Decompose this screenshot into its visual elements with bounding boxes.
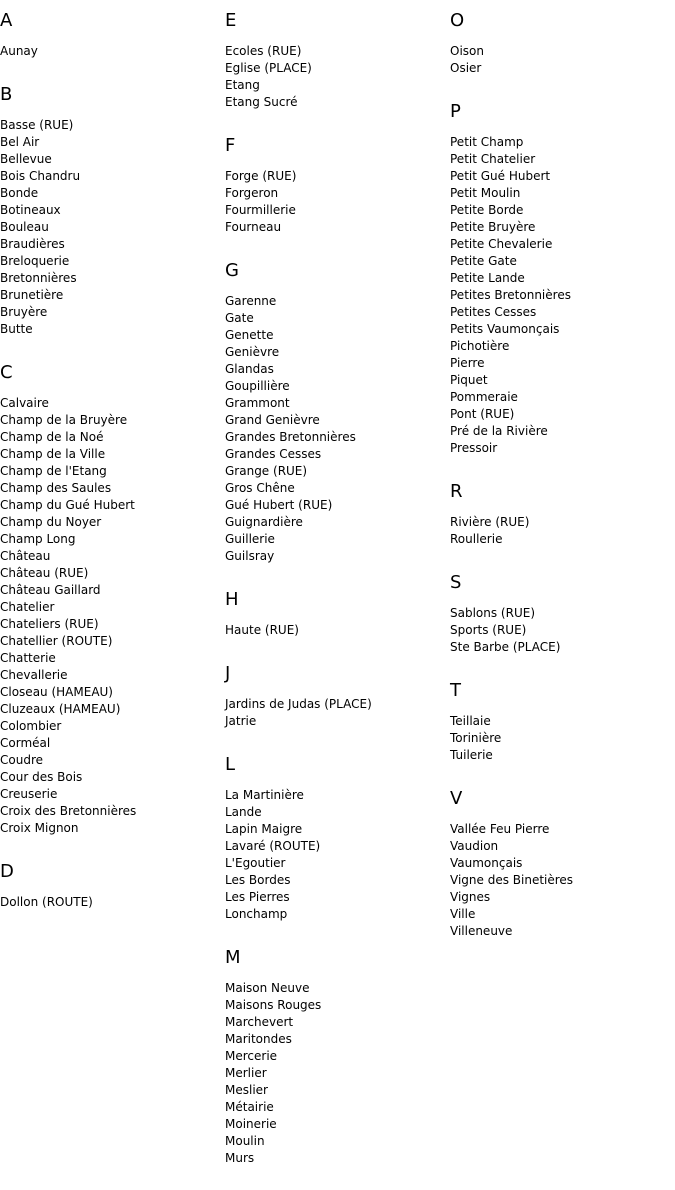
street-name: Braudières xyxy=(0,237,65,251)
street-name: Breloquerie xyxy=(0,254,70,268)
letter-section xyxy=(0,83,225,338)
street-name: Butte xyxy=(0,322,33,336)
street-list xyxy=(225,293,450,565)
street-name: Cour des Bois xyxy=(0,770,83,784)
street-name: Pichotière xyxy=(450,339,510,353)
street-name: Croix des Bretonnières xyxy=(0,804,137,818)
street-name: Haute (RUE) xyxy=(225,623,299,637)
street-list xyxy=(0,117,225,338)
street-name: Champ de la Ville xyxy=(0,447,106,461)
section-letter-heading: B xyxy=(0,84,13,105)
street-name: Merlier xyxy=(225,1066,267,1080)
section-letter-heading: J xyxy=(225,663,231,684)
street-list xyxy=(450,713,675,764)
street-name: Osier xyxy=(450,61,482,75)
street-name: Chateliers (RUE) xyxy=(0,617,99,631)
street-name: Les Pierres xyxy=(225,890,290,904)
street-list xyxy=(0,43,225,60)
street-name: Petite Borde xyxy=(450,203,524,217)
street-name: Marchevert xyxy=(225,1015,294,1029)
street-name: Meslier xyxy=(225,1083,268,1097)
street-name: Petit Chatelier xyxy=(450,152,536,166)
street-name: Petites Cesses xyxy=(450,305,537,319)
street-name: Rivière (RUE) xyxy=(450,515,530,529)
street-name: Chatellier (ROUTE) xyxy=(0,634,113,648)
section-letter-heading: R xyxy=(450,481,463,502)
street-name: Guignardière xyxy=(225,515,303,529)
section-letter-heading: G xyxy=(225,260,239,281)
street-name: Dollon (ROUTE) xyxy=(0,895,93,909)
street-name: Sablons (RUE) xyxy=(450,606,536,620)
street-name: Champ de la Noé xyxy=(0,430,104,444)
section-letter-heading: T xyxy=(450,680,461,701)
street-name: L'Egoutier xyxy=(225,856,286,870)
letter-section xyxy=(450,100,675,457)
letter-section xyxy=(0,9,225,60)
street-name: Oison xyxy=(450,44,484,58)
street-name: Gros Chêne xyxy=(225,481,295,495)
street-name: Forge (RUE) xyxy=(225,169,297,183)
street-name: Château (RUE) xyxy=(0,566,89,580)
letter-section xyxy=(225,259,450,565)
street-name: Coudre xyxy=(0,753,43,767)
street-name: Château xyxy=(0,549,51,563)
street-name: Champ du Gué Hubert xyxy=(0,498,135,512)
street-name: Ste Barbe (PLACE) xyxy=(450,640,561,654)
street-name: Jardins de Judas (PLACE) xyxy=(225,697,372,711)
street-name: Champ de la Bruyère xyxy=(0,413,128,427)
street-name: Maisons Rouges xyxy=(225,998,322,1012)
street-name: Forgeron xyxy=(225,186,279,200)
street-name: Petit Moulin xyxy=(450,186,521,200)
street-name: Grange (RUE) xyxy=(225,464,308,478)
letter-section xyxy=(225,946,450,1167)
street-list xyxy=(450,821,675,940)
street-list xyxy=(225,696,450,730)
street-name: Pierre xyxy=(450,356,485,370)
section-letter-heading: V xyxy=(450,788,463,809)
street-name: Grand Genièvre xyxy=(225,413,320,427)
street-name: Petites Bretonnières xyxy=(450,288,571,302)
letter-section xyxy=(450,9,675,77)
street-name: Pommeraie xyxy=(450,390,518,404)
street-name: Maritondes xyxy=(225,1032,292,1046)
street-name: Brunetière xyxy=(0,288,64,302)
street-name: Chatelier xyxy=(0,600,55,614)
street-name: Calvaire xyxy=(0,396,49,410)
street-name: Maison Neuve xyxy=(225,981,310,995)
street-name: Les Bordes xyxy=(225,873,291,887)
letter-section xyxy=(225,9,450,111)
street-name: Bonde xyxy=(0,186,39,200)
letter-section xyxy=(450,679,675,764)
street-name: Petit Champ xyxy=(450,135,524,149)
street-name: Vaumonçais xyxy=(450,856,523,870)
street-list xyxy=(225,622,450,639)
street-name: Petite Bruyère xyxy=(450,220,536,234)
section-letter-heading: O xyxy=(450,10,465,31)
street-name: Champ du Noyer xyxy=(0,515,102,529)
street-name: Jatrie xyxy=(225,714,257,728)
street-name: Murs xyxy=(225,1151,255,1165)
street-name: Ecoles (RUE) xyxy=(225,44,302,58)
section-letter-heading: P xyxy=(450,101,461,122)
section-letter-heading: M xyxy=(225,947,241,968)
street-name: Lavaré (ROUTE) xyxy=(225,839,321,853)
street-list xyxy=(225,43,450,111)
street-name: Gué Hubert (RUE) xyxy=(225,498,333,512)
street-name: Petite Chevalerie xyxy=(450,237,553,251)
street-name: Grandes Cesses xyxy=(225,447,322,461)
street-list xyxy=(225,168,450,236)
street-name: Croix Mignon xyxy=(0,821,79,835)
street-list xyxy=(225,787,450,923)
street-list xyxy=(225,980,450,1167)
street-name: Grammont xyxy=(225,396,290,410)
street-name: Petite Lande xyxy=(450,271,525,285)
letter-section xyxy=(0,361,225,837)
street-name: Goupillière xyxy=(225,379,290,393)
street-name: Colombier xyxy=(0,719,62,733)
street-name: Creuserie xyxy=(0,787,58,801)
street-list xyxy=(450,43,675,77)
section-letter-heading: C xyxy=(0,362,13,383)
street-name: Moulin xyxy=(225,1134,265,1148)
letter-section xyxy=(225,753,450,923)
letter-section xyxy=(450,480,675,548)
street-name: Petite Gate xyxy=(450,254,517,268)
street-name: Sports (RUE) xyxy=(450,623,527,637)
street-list xyxy=(450,605,675,656)
street-name: Etang Sucré xyxy=(225,95,298,109)
street-name: Chatterie xyxy=(0,651,56,665)
street-name: Teillaie xyxy=(450,714,491,728)
street-name: Vigne des Binetières xyxy=(450,873,574,887)
street-name: Moinerie xyxy=(225,1117,277,1131)
street-list xyxy=(450,514,675,548)
street-name: Botineaux xyxy=(0,203,61,217)
street-name: Champ Long xyxy=(0,532,76,546)
street-name: Lapin Maigre xyxy=(225,822,303,836)
street-name: Vaudion xyxy=(450,839,499,853)
section-letter-heading: D xyxy=(0,861,14,882)
street-name: Torinière xyxy=(450,731,502,745)
street-name: Piquet xyxy=(450,373,488,387)
street-name: Métairie xyxy=(225,1100,274,1114)
street-name: Pré de la Rivière xyxy=(450,424,548,438)
section-letter-heading: F xyxy=(225,135,236,156)
street-name: Aunay xyxy=(0,44,38,58)
street-name: Lande xyxy=(225,805,262,819)
index-column xyxy=(225,9,450,1190)
street-name: Roullerie xyxy=(450,532,503,546)
street-name: Garenne xyxy=(225,294,277,308)
street-name: Eglise (PLACE) xyxy=(225,61,312,75)
street-name: Bretonnières xyxy=(0,271,77,285)
street-name: Chevallerie xyxy=(0,668,68,682)
street-name: Genette xyxy=(225,328,274,342)
street-name: Vignes xyxy=(450,890,491,904)
letter-section xyxy=(450,571,675,656)
street-name: Guillerie xyxy=(225,532,275,546)
section-letter-heading: H xyxy=(225,589,239,610)
street-name: Château Gaillard xyxy=(0,583,101,597)
street-name: Pont (RUE) xyxy=(450,407,515,421)
street-name: Champ des Saules xyxy=(0,481,112,495)
street-name: Lonchamp xyxy=(225,907,288,921)
street-name: Fourmillerie xyxy=(225,203,296,217)
section-letter-heading: A xyxy=(0,10,13,31)
street-name: Cluzeaux (HAMEAU) xyxy=(0,702,121,716)
street-name: Glandas xyxy=(225,362,274,376)
street-name: Fourneau xyxy=(225,220,282,234)
street-name: Closeau (HAMEAU) xyxy=(0,685,113,699)
letter-section xyxy=(225,588,450,639)
street-name: Bruyère xyxy=(0,305,48,319)
letter-section xyxy=(225,134,450,236)
street-name: Pressoir xyxy=(450,441,498,455)
index-column xyxy=(450,9,675,963)
street-list xyxy=(450,134,675,457)
street-name: Etang xyxy=(225,78,260,92)
section-letter-heading: L xyxy=(225,754,236,775)
street-name: Petit Gué Hubert xyxy=(450,169,551,183)
street-name: Bois Chandru xyxy=(0,169,81,183)
street-name: Petits Vaumonçais xyxy=(450,322,560,336)
street-name: Vallée Feu Pierre xyxy=(450,822,550,836)
street-name: Mercerie xyxy=(225,1049,278,1063)
street-name: Genièvre xyxy=(225,345,280,359)
street-name: Corméal xyxy=(0,736,51,750)
street-name: Champ de l'Etang xyxy=(0,464,107,478)
street-name: Bel Air xyxy=(0,135,40,149)
street-list xyxy=(0,894,225,911)
street-name: Bellevue xyxy=(0,152,52,166)
street-list xyxy=(0,395,225,837)
street-name: Basse (RUE) xyxy=(0,118,74,132)
street-name: La Martinière xyxy=(225,788,304,802)
section-letter-heading: S xyxy=(450,572,462,593)
street-name: Grandes Bretonnières xyxy=(225,430,356,444)
street-name: Gate xyxy=(225,311,254,325)
section-letter-heading: E xyxy=(225,10,237,31)
street-name: Villeneuve xyxy=(450,924,513,938)
street-name: Ville xyxy=(450,907,476,921)
street-name: Bouleau xyxy=(0,220,49,234)
letter-section xyxy=(450,787,675,940)
street-name: Tuilerie xyxy=(450,748,493,762)
street-name: Guilsray xyxy=(225,549,275,563)
letter-section xyxy=(0,860,225,911)
letter-section xyxy=(225,662,450,730)
index-column xyxy=(0,9,225,934)
